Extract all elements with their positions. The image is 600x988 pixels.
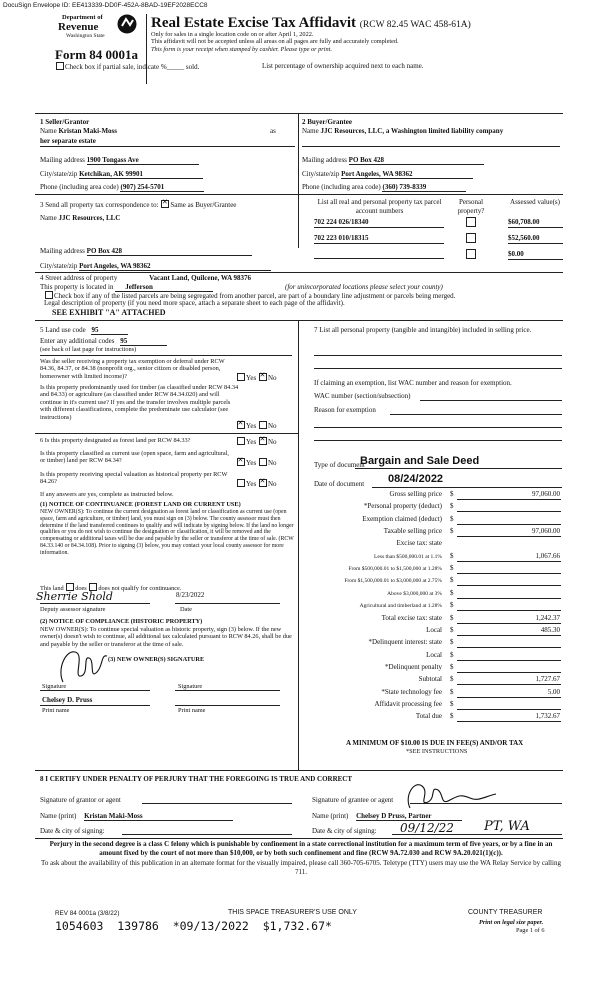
new-owner-sig-heading: (3) NEW OWNER(S) SIGNATURE	[108, 656, 205, 663]
tax-row-value[interactable]: 97,060.00	[532, 527, 560, 536]
send-correspondence-label: 3 Send all property tax correspondence to:	[40, 201, 159, 209]
no-label: No	[267, 459, 277, 467]
seller-city-label: City/state/zip	[40, 170, 78, 178]
grantor-name[interactable]: Kristan Maki-Moss	[84, 812, 233, 821]
buyer-name-row	[302, 127, 503, 136]
historic-question: Is this property receiving special valuation as historical property per RCW 84.26?	[40, 471, 228, 486]
forest-question: 6 Is this property designated as forest land per RCW 84.33?	[40, 437, 191, 444]
assessor-signature[interactable]: Sherrie Shold	[36, 590, 113, 603]
tax-row	[300, 700, 562, 711]
s3-city-label: City/state/zip	[40, 262, 78, 270]
if-any-yes: If any answers are yes, complete as instructed below.	[40, 491, 174, 498]
buyer-phone-label: Phone (including area code)	[302, 183, 381, 191]
dollar-sign: $	[450, 662, 454, 671]
yes-checkbox[interactable]	[237, 421, 245, 429]
grantee-name-label: Name (print)	[312, 812, 349, 820]
tax-row-label: Subtotal	[418, 675, 442, 684]
partial-sale-check[interactable]	[55, 62, 199, 72]
partial-sale-checkbox[interactable]	[56, 62, 64, 70]
dollar-sign: $	[450, 650, 454, 659]
seller-mail-row	[40, 156, 199, 165]
s3-mail[interactable]: PO Box 428	[87, 247, 252, 256]
reason-label: Reason for exemption	[314, 406, 376, 414]
tax-row-label: Less than $500,000.01 at 1.1%	[374, 553, 442, 560]
dollar-sign: $	[450, 490, 454, 498]
seller-heading: 1 Seller/Grantor	[40, 118, 90, 126]
personal-prop-checkbox[interactable]	[466, 233, 476, 243]
dollar-sign: $	[450, 675, 454, 684]
buyer-city-label: City/state/zip	[302, 170, 340, 178]
forest-answer	[236, 437, 277, 447]
current-use-question: Is this property classified as current use (open space, farm and agricultural, or timber) land per RCW 84.34?	[40, 450, 230, 465]
seller-phone-label: Phone (including area code)	[40, 183, 119, 191]
wa-revenue-logo-icon	[116, 13, 138, 35]
assessor-date[interactable]: 8/23/2022	[176, 591, 205, 599]
timber-answer	[236, 421, 277, 431]
personal-prop-header: Personal property?	[457, 198, 485, 215]
yes-checkbox[interactable]	[237, 479, 245, 487]
tax-row	[300, 490, 562, 501]
same-as-buyer-label: Same as Buyer/Grantee	[170, 201, 237, 209]
additional-codes[interactable]: 95	[120, 337, 167, 346]
doc-type[interactable]: Bargain and Sale Deed	[360, 455, 480, 467]
dollar-sign: $	[450, 687, 454, 696]
exemption-answer	[236, 373, 277, 383]
no-label: No	[267, 480, 277, 488]
buyer-name[interactable]: JJC Resources, LLC, a Washington limited liability company	[320, 127, 504, 135]
grantee-name-row	[312, 812, 462, 821]
tax-row	[300, 614, 562, 625]
tax-row	[300, 576, 562, 587]
s3-city[interactable]: Port Angeles, WA 98362	[79, 262, 270, 271]
grantor-sig-label: Signature of grantor or agent	[40, 796, 121, 804]
partial-sale-label: Check box if partial sale, indicate %_____ sold.	[65, 63, 200, 71]
yes-label: Yes	[246, 438, 257, 446]
parcels-header: List all real and personal property tax parcel account numbers	[317, 198, 442, 215]
unincorp-note: (for unincorporated locations please select your county)	[285, 283, 443, 291]
state-label: Washington State	[66, 33, 105, 39]
tax-row-value[interactable]: 1,727.67	[535, 675, 560, 684]
assessor-sig-label: Deputy assessor signature	[40, 606, 106, 613]
seller-city[interactable]: Ketchikan, AK 99901	[79, 170, 203, 179]
does-label: does	[75, 585, 87, 592]
no-checkbox[interactable]	[259, 373, 267, 381]
tax-row	[300, 712, 562, 723]
buyer-mail-label: Mailing address	[302, 156, 347, 164]
personal-prop-checkbox[interactable]	[466, 217, 476, 227]
street-address[interactable]: Vacant Land, Quilcene, WA 98376	[149, 274, 252, 282]
exemption-question: Was the seller receiving a property tax exemption or deferral under RCW 84.36, 84.37, or 84.38 (nonprofit org., senior citizen or disabled person, homeowner with limited income)?	[40, 358, 225, 380]
print-legal-note: Print on legal size paper.	[479, 919, 544, 926]
tax-row-value[interactable]: 1,732.67	[535, 712, 560, 721]
grantor-date-label: Date & city of signing:	[40, 827, 105, 835]
no-checkbox[interactable]	[259, 479, 267, 487]
tax-row-value[interactable]: 1,067.66	[535, 551, 560, 560]
dollar-sign: $	[450, 576, 454, 585]
seller-name[interactable]: Kristan Maki-Moss	[58, 127, 117, 135]
segregated-label: Check box if any of the listed parcels are being segregated from another parcel, are part of a boundary line adjustment or parcels being merged.	[54, 292, 456, 300]
header-note: This form is your receipt when stamped by cashier. Please type or print.	[151, 45, 332, 53]
s3-mail-label: Mailing address	[40, 247, 85, 255]
buyer-phone[interactable]: (360) 739-8339	[382, 183, 466, 192]
yes-label: Yes	[246, 422, 257, 430]
form-title-text: Real Estate Excise Tax Affidavit	[151, 15, 356, 31]
continuance-body: NEW OWNER(S): To continue the current designation as forest land or classification as current use (open space, farm and agriculture, or timber) land, you must sign on (3) below. The county assessor must then determine if the land transferred continues to qualify and will indicate by signing below. If the land no longer qualifies or you do not wish to continue the designation or classification, it will be removed and the compensating or additional taxes will be due and payable by the seller or transferor at the time of sale. (RCW 84.33.140 or 84.34.108). Prior to signing (3) below, you may contact your local county assessor for more information.	[40, 509, 294, 556]
buyer-city-row	[302, 170, 473, 179]
tax-row	[300, 539, 562, 550]
tax-row	[300, 515, 562, 526]
dollar-sign: $	[450, 712, 454, 721]
tax-row-label: Total due	[415, 712, 442, 721]
page-number: Page 1 of 6	[516, 927, 545, 934]
tax-row-value[interactable]: 5.00	[547, 687, 560, 696]
dollar-sign: $	[450, 564, 454, 573]
tax-row	[300, 564, 562, 575]
land-use-label: 5 Land use code	[40, 326, 86, 334]
yes-checkbox[interactable]	[237, 373, 245, 381]
grantor-name-row	[40, 812, 233, 821]
tax-row-label: Local	[426, 650, 442, 659]
tax-row	[300, 651, 562, 662]
tax-row-label: Above $3,000,000 at 3%	[387, 590, 442, 597]
doc-date[interactable]: 08/24/2022	[388, 473, 444, 485]
additional-codes-label: Enter any additional codes	[40, 337, 115, 345]
no-label: No	[267, 438, 277, 446]
tax-row-label: *Delinquent interest: state	[368, 638, 442, 647]
print-name-label: Print name	[42, 707, 70, 714]
tax-row	[300, 626, 562, 637]
tax-row-label: *Delinquent penalty	[385, 662, 442, 671]
seller-phone[interactable]: (907) 254-5701	[120, 183, 204, 192]
dollar-sign: $	[450, 625, 454, 634]
personal-prop-checkbox[interactable]	[466, 249, 476, 259]
assessor-date-label: Date	[180, 606, 192, 613]
docusign-envelope-id: DocuSign Envelope ID: EE413339-DD0F-452A-8BAD-19EF2028ECC8	[3, 2, 208, 9]
tax-row-label: Agricultural and timberland at 1.28%	[359, 603, 442, 610]
form-title	[151, 15, 471, 32]
revenue-label: Revenue	[58, 21, 99, 33]
perjury-warning: Perjury in the second degree is a class C felony which is punishable by confinement in a state correctional institution for a maximum term of five years, or by a fine in an amount fixed by the court of not more than $10,000, or by both such confinement and fine (RCW 9A.72.030 and RCW 9A.20.021(1)(c)).	[49, 840, 553, 857]
print-name-label-2: Print name	[178, 707, 206, 714]
buyer-mail-row	[302, 156, 484, 165]
dept-label: Department of	[62, 14, 103, 21]
alt-format-note: To ask about the availability of this publication in an alternate format for the visually impaired, please call 360-705-6705. Teletype (TTY) users may use the WA Relay Service by calling 711.	[41, 859, 561, 876]
parcel-value[interactable]: $60,708.00	[508, 218, 563, 228]
legal-description[interactable]: SEE EXHIBIT "A" ATTACHED	[52, 308, 166, 317]
this-land-label: This land	[40, 585, 64, 592]
tax-row-label: Taxable selling price	[383, 527, 442, 536]
treasurer-stamp: 1054603 139786 *09/13/2022 $1,732.67*	[55, 919, 332, 933]
no-checkbox[interactable]	[259, 458, 267, 466]
grantee-sig-label: Signature of grantee or agent	[312, 796, 394, 804]
s3-name[interactable]: JJC Resources, LLC	[58, 214, 121, 222]
tax-row	[300, 589, 562, 600]
new-owner-signature-icon[interactable]	[55, 642, 115, 688]
dollar-sign: $	[450, 551, 454, 560]
additional-codes-row	[40, 337, 167, 346]
land-use-code[interactable]: 95	[91, 326, 128, 335]
dollar-sign: $	[450, 588, 454, 597]
parcel-number[interactable]: 702 224 026/18340	[314, 218, 444, 228]
tax-row	[300, 638, 562, 649]
tax-row	[300, 663, 562, 674]
new-owner-print-name[interactable]: Chelsey D. Pruss	[42, 696, 93, 704]
grantee-signature-icon[interactable]	[400, 776, 500, 816]
parcel-value[interactable]: $0.00	[508, 250, 563, 260]
tax-row-label: *Personal property (deduct)	[363, 502, 442, 511]
tax-row-value[interactable]: 485.30	[540, 625, 560, 634]
county[interactable]: Jefferson	[115, 283, 213, 292]
dept-revenue-logo	[58, 13, 146, 43]
buyer-heading: 2 Buyer/Grantee	[302, 118, 352, 126]
grantee-name[interactable]: Chelsey D Pruss, Partner	[356, 812, 461, 821]
tax-row-label: Gross selling price	[389, 490, 442, 498]
dollar-sign: $	[450, 638, 454, 647]
pct-note: List percentage of ownership acquired next to each name.	[262, 62, 424, 70]
compliance-body: NEW OWNER(S): To continue special valuation as historic property, sign (3) below. If the new owner(s) doesn't wish to continue, all additional tax calculated pursuant to RCW 84.26, shall be due and payable by the seller or transferor at the time of sale.	[40, 626, 292, 648]
seller-phone-row	[40, 183, 204, 192]
minimum-due-note: A MINIMUM OF $10.00 IS DUE IN FEE(S) AND/OR TAX	[346, 739, 524, 747]
grantee-date[interactable]: 09/12/22	[400, 821, 454, 835]
land-use-row	[40, 326, 128, 335]
new-owner-sig-label-2: Signature	[178, 683, 203, 690]
grantor-name-label: Name (print)	[40, 812, 77, 820]
seller-name-label: Name	[40, 127, 57, 135]
tax-row-label: Excise tax: state	[396, 539, 442, 548]
see-instructions-note: (see back of last page for instructions)	[40, 346, 137, 353]
dollar-sign: $	[450, 527, 454, 536]
tax-row-label: From $1,500,000.01 to $3,000,000 at 2.75%	[344, 578, 442, 585]
parcel-number[interactable]	[314, 250, 444, 259]
dollar-sign: $	[450, 601, 454, 610]
form-title-rcw: (RCW 82.45 WAC 458-61A)	[359, 20, 471, 30]
seller-as: as	[270, 127, 276, 135]
seller-mail[interactable]: 1900 Tongass Ave	[87, 156, 199, 165]
tax-row	[300, 601, 562, 612]
yes-checkbox[interactable]	[237, 437, 245, 445]
no-label: No	[267, 422, 277, 430]
tax-row	[300, 688, 562, 699]
dollar-sign: $	[450, 514, 454, 523]
located-label: This property is located in	[40, 283, 114, 291]
no-checkbox[interactable]	[259, 437, 267, 445]
doc-type-label: Type of document	[314, 461, 365, 469]
tax-row-label: *State technology fee	[381, 687, 442, 696]
tax-row	[300, 552, 562, 563]
header-note: This affidavit will not be accepted unless all areas on all pages are fully and accurately completed.	[151, 38, 399, 46]
yes-label: Yes	[246, 374, 257, 382]
parcel-value[interactable]: $52,560.00	[508, 234, 563, 244]
yes-checkbox[interactable]	[237, 458, 245, 466]
tax-row	[300, 502, 562, 513]
no-checkbox[interactable]	[259, 421, 267, 429]
county-treasurer: COUNTY TREASURER	[468, 909, 543, 916]
yes-label: Yes	[246, 480, 257, 488]
s3-name-row	[40, 214, 120, 223]
current-use-answer	[236, 458, 277, 468]
new-owner-sig-label: Signature	[42, 683, 67, 690]
historic-answer	[236, 479, 277, 489]
no-label: No	[267, 374, 277, 382]
tax-row-label: Affidavit processing fee	[374, 699, 442, 708]
grantee-date-label: Date & city of signing:	[312, 827, 377, 835]
buyer-mail[interactable]: PO Box 428	[349, 156, 484, 165]
tax-row-label: Local	[426, 625, 442, 634]
see-instructions: *SEE INSTRUCTIONS	[406, 748, 468, 755]
seller-name-2[interactable]: her separate estate	[40, 137, 96, 145]
tax-row-label: Exemption claimed (deduct)	[362, 514, 442, 523]
compliance-heading: (2) NOTICE OF COMPLIANCE (HISTORIC PROPERTY)	[40, 618, 203, 625]
treasurer-use: THIS SPACE TREASURER'S USE ONLY	[228, 909, 357, 916]
segregated-checkbox[interactable]	[45, 291, 53, 299]
dollar-sign: $	[450, 613, 454, 622]
wac-label: WAC number (section/subsection)	[314, 392, 411, 400]
does-not-label: does not qualify for continuance.	[98, 585, 182, 592]
grantee-city[interactable]: PT, WA	[484, 819, 530, 834]
legal-desc-label: Legal description of property (if you need more space, attach a separate sheet to each page of the affidavit).	[44, 299, 345, 307]
header-note: Only for sales in a single location code on or after April 1, 2022.	[151, 31, 314, 38]
parcel-number[interactable]: 702 223 010/18315	[314, 234, 444, 244]
dollar-sign: $	[450, 502, 454, 511]
exemption-claim-label: If claiming an exemption, list WAC number and reason for exemption.	[314, 379, 512, 387]
tax-row-label: From $500,000.01 to $1,500,000 at 1.28%	[348, 566, 442, 573]
buyer-phone-row	[302, 183, 466, 192]
seller-city-row	[40, 170, 203, 179]
assessed-header: Assessed value(s)	[510, 198, 560, 206]
s3-mail-row	[40, 247, 252, 256]
yes-label: Yes	[246, 459, 257, 467]
tax-row	[300, 527, 562, 538]
send-correspondence-row	[40, 200, 236, 210]
continuance-heading: (1) NOTICE OF CONTINUANCE (FOREST LAND OR CURRENT USE)	[40, 501, 241, 508]
seller-name-row	[40, 127, 117, 136]
buyer-name-label: Name	[302, 127, 319, 135]
form-number: Form 84 0001a	[55, 47, 139, 62]
tax-row	[300, 675, 562, 686]
personal-property-label: 7 List all personal property (tangible and intangible) included in selling price.	[314, 326, 532, 334]
s3-name-label: Name	[40, 214, 57, 222]
tax-row-value[interactable]: 1,242.37	[535, 613, 560, 622]
street-row	[40, 274, 251, 283]
rev-number: REV 84 0001a (3/8/22)	[55, 910, 120, 917]
header-notes	[151, 31, 399, 53]
timber-question: Is this property predominantly used for timber (as classified under RCW 84.34 and 84.33) or agriculture (as classified under RCW 84.34.020) and will continue in it's current use? If yes and the transfer involves multiple parcels with different classifications, complete the predominate use calculator (see instructions)	[40, 384, 239, 421]
same-as-buyer-checkbox[interactable]	[161, 200, 169, 208]
s3-city-row	[40, 262, 271, 271]
tax-row-value[interactable]: 97,060.00	[532, 490, 560, 498]
tax-row-label: Total excise tax: state	[381, 613, 442, 622]
certify-statement: 8 I CERTIFY UNDER PENALTY OF PERJURY THAT THE FOREGOING IS TRUE AND CORRECT	[40, 775, 353, 783]
seller-mail-label: Mailing address	[40, 156, 85, 164]
street-label: 4 Street address of property	[40, 274, 118, 282]
doc-date-label: Date of document	[314, 480, 365, 488]
dollar-sign: $	[450, 699, 454, 708]
buyer-city[interactable]: Port Angeles, WA 98362	[341, 170, 472, 179]
